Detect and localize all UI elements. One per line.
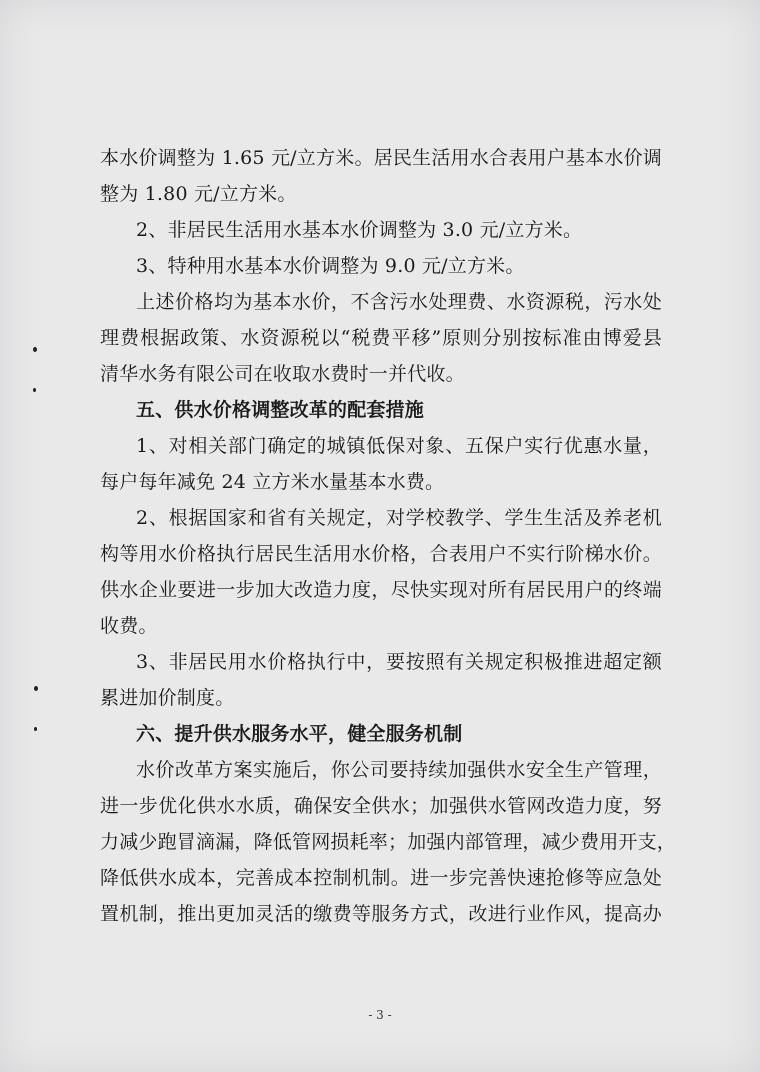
page-number: - 3 -	[368, 1008, 392, 1022]
body-line: 构等用水价格执行居民生活用水价格，合表用户不实行阶梯水价。	[100, 543, 662, 565]
body-line: 清华水务有限公司在收取水费时一并代收。	[100, 363, 465, 385]
binding-hole-mark	[34, 727, 37, 731]
section-heading: 六、提升供水服务水平，健全服务机制	[136, 723, 463, 745]
list-item: 2、根据国家和省有关规定，对学校教学、学生生活及养老机	[136, 507, 662, 529]
body-line: 收费。	[100, 615, 158, 637]
body-line: 理费根据政策、水资源税以“税费平移”原则分别按标准由博爱县	[100, 327, 662, 349]
body-line: 置机制，推出更加灵活的缴费等服务方式，改进行业作风，提高办	[100, 903, 662, 925]
section-heading: 五、供水价格调整改革的配套措施	[136, 399, 425, 421]
binding-hole-mark	[33, 388, 36, 392]
paragraph-first-line: 上述价格均为基本水价，不含污水处理费、水资源税，污水处	[136, 291, 662, 313]
list-item: 2、非居民生活用水基本水价调整为 3.0 元/立方米。	[136, 219, 583, 241]
list-item: 3、特种用水基本水价调整为 9.0 元/立方米。	[136, 255, 525, 277]
body-line: 进一步优化供水水质，确保安全供水；加强供水管网改造力度，努	[100, 795, 662, 817]
binding-hole-mark	[34, 686, 38, 691]
list-item: 1、对相关部门确定的城镇低保对象、五保户实行优惠水量，	[136, 435, 662, 457]
list-item: 3、非居民用水价格执行中，要按照有关规定积极推进超定额	[136, 651, 662, 673]
binding-hole-mark	[33, 347, 37, 352]
paragraph-first-line: 水价改革方案实施后，你公司要持续加强供水安全生产管理，	[136, 759, 662, 781]
body-line: 每户每年减免 24 立方米水量基本水费。	[100, 471, 445, 493]
body-line: 力减少跑冒滴漏，降低管网损耗率；加强内部管理，减少费用开支，	[100, 831, 677, 853]
body-line: 本水价调整为 1.65 元/立方米。居民生活用水合表用户基本水价调	[100, 147, 662, 169]
body-line: 降低供水成本，完善成本控制机制。进一步完善快速抢修等应急处	[100, 867, 662, 889]
body-line: 累进加价制度。	[100, 687, 235, 709]
body-line: 整为 1.80 元/立方米。	[100, 183, 297, 205]
body-line: 供水企业要进一步加大改造力度，尽快实现对所有居民用户的终端	[100, 579, 662, 601]
